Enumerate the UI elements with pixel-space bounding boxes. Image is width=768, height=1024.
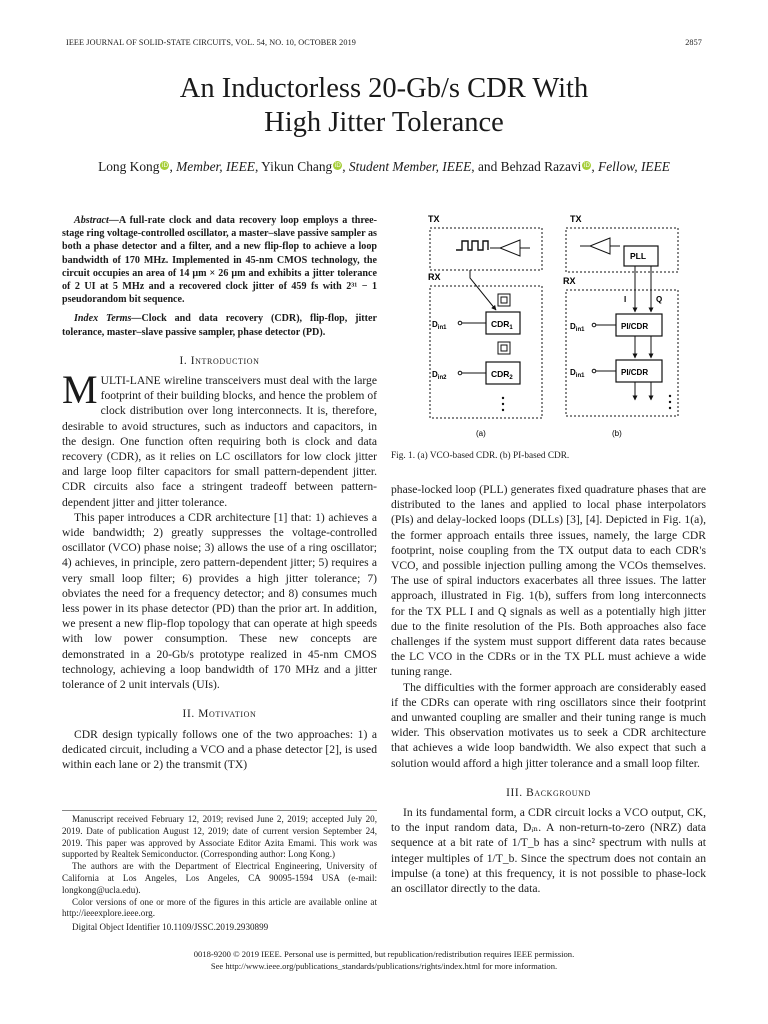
motivation-paragraph-2: The difficulties with the former approach are considerably eased if the CDRs can operate with ring oscillators since their footprint and unwanted coupling are smaller and their tuning range is much wider. This observation motivates us to seek a CDR architecture that achieves a wide loop bandwidth. We also expect that such a solution would afford a high jitter tolerance and a small loop filter. bbox=[391, 680, 706, 770]
paragraph bbox=[62, 367, 377, 510]
footnote-manuscript: Manuscript received February 12, 2019; revised June 2, 2019; accepted July 20, 2019. Date of publication August 12, 2019; date of current version September 24, 2019. This paper was approved by Associate Editor Azita Emami. This work was supported by Realtek Semiconductor. (Corresponding author: Long Kong.) bbox=[62, 814, 377, 860]
drop-cap: M bbox=[62, 367, 98, 413]
ellipsis-dot bbox=[669, 407, 671, 409]
tx-driver-a bbox=[500, 240, 520, 256]
vco-icon bbox=[501, 297, 507, 303]
section-heading-background: III. Background bbox=[506, 786, 591, 799]
motivation-paragraph-continued: phase-locked loop (PLL) generates fixed quadrature phases that are distributed to the lanes and applied to local phase interpolators (PIs) and delay-locked loops (DLLs) [3], [4]. Depicted in Fig. 1(a), the former approach entails three issues, namely, the large CDR footprint, noise coupling from the TX output data to each CDR's VCO, and possible injection pulling among the VCOs themselves. The use of spiral inductors exacerbates all three issues. The latter approach, illustrated in Fig. 1(b), suffers from long interconnects for the TX PLL I and Q signals as well as a potentially high jitter due to the finite resolution of the PIs. Both approaches also face challenges if the system must support different data rates because the LC VCO in the CDRs or in the TX PLL must achieve a wide tuning range. bbox=[391, 483, 706, 679]
author-2-name: Yikun Chang bbox=[261, 159, 333, 174]
vco-icon bbox=[498, 342, 510, 354]
vco-icon bbox=[501, 345, 507, 351]
input-node bbox=[592, 323, 596, 327]
label-a: (a) bbox=[476, 429, 486, 438]
figure-1 bbox=[408, 208, 708, 446]
pll-label: PLL bbox=[630, 251, 647, 261]
ellipsis-dot bbox=[669, 395, 671, 397]
author-1-name: Long Kong bbox=[98, 159, 160, 174]
input-node bbox=[592, 369, 596, 373]
intro-paragraph-1: ULTI-LANE wireline transceivers must deal with the large footprint of their building blocks, and hence the problem of clock distribution over long interconnects. It is, therefore, desirable to avoid structures, such as inductors and capacitors, in the design. One function often requiring both is clock and data recovery (CDR), as it relies on LC oscillators for low clock jitter and large loop filter capacitors for small pattern-dependent jitter. CDR circuits also face a stringent tradeoff between pattern-dependent jitter and jitter tolerance. bbox=[62, 374, 377, 509]
rx-box-b bbox=[566, 290, 678, 416]
orcid-icon[interactable]: iD bbox=[583, 162, 590, 169]
abstract bbox=[62, 214, 377, 306]
label-tx-b: TX bbox=[570, 214, 582, 224]
intro-paragraph-2: This paper introduces a CDR architecture [1] that: 1) achieves a wide bandwidth; 2) greatly suppresses the voltage-controlled oscillator (VCO) phase noise; 3) allows the use of a ring oscillator; 4) achieves, in principle, zero pattern-dependent jitter; 5) requires a very small loop filter; 6) provides a high jitter tolerance; 7) obviates the need for a frequency detector; and 8) consumes much less power in its phase detector (PD) than the prior art. In addition, we present a new flip-flop topology that can operate at high speeds with low power consumption. These new concepts are demonstrated in a 20-Gb/s prototype realized in 45-nm CMOS technology, achieving a loop bandwidth of 170 MHz and a jitter tolerance of 2 unit intervals (UIs). bbox=[62, 510, 377, 692]
din1-label-b2: $D_{in1}$ bbox=[570, 368, 585, 379]
i-label: I bbox=[624, 295, 627, 304]
author-3-role: Fellow, IEEE bbox=[598, 159, 670, 174]
running-head bbox=[66, 38, 702, 52]
figure-1-diagram bbox=[408, 208, 708, 446]
data-waveform bbox=[456, 241, 488, 250]
title-line-2: High Jitter Tolerance bbox=[264, 107, 504, 138]
page-number: 2857 bbox=[685, 38, 702, 47]
orcid-icon[interactable]: iD bbox=[161, 162, 169, 169]
right-column bbox=[391, 482, 706, 896]
cdr2-label: $CDR_2$ bbox=[491, 369, 513, 381]
index-terms bbox=[62, 312, 377, 338]
picdr-label: PI/CDR bbox=[621, 322, 649, 331]
tx-driver-b bbox=[590, 238, 610, 254]
title-line-1: An Inductorless 20-Gb/s CDR With bbox=[179, 73, 589, 104]
section-heading-motivation: II. Motivation bbox=[182, 708, 257, 721]
tx-box-b bbox=[566, 228, 678, 272]
rx-box-a bbox=[430, 286, 542, 418]
din1-label-a: $D_{in1}$ bbox=[432, 320, 447, 331]
ellipsis-dot bbox=[502, 409, 504, 411]
vco-icon bbox=[498, 294, 510, 306]
orcid-icon[interactable]: iD bbox=[334, 162, 341, 169]
doi: Digital Object Identifier 10.1109/JSSC.2019.2930899 bbox=[72, 922, 269, 933]
figure-caption: Fig. 1. (a) VCO-based CDR. (b) PI-based CDR. bbox=[391, 451, 570, 461]
din1-label-b: $D_{in1}$ bbox=[570, 322, 585, 333]
author-2-role: Student Member, IEEE bbox=[348, 159, 472, 174]
ellipsis-dot bbox=[502, 397, 504, 399]
label-b: (b) bbox=[612, 429, 622, 438]
author-3-name: Behzad Razavi bbox=[500, 159, 582, 174]
left-column bbox=[62, 212, 377, 772]
index-terms-text: Clock and data recovery (CDR), flip-flop, jitter tolerance, master–slave passive sampler, phase detector (PD). bbox=[62, 313, 377, 338]
abstract-lead: Abstract— bbox=[74, 215, 119, 226]
footnotes bbox=[62, 810, 377, 934]
input-node bbox=[458, 371, 462, 375]
input-node bbox=[458, 321, 462, 325]
wire bbox=[470, 270, 496, 310]
journal-header: IEEE JOURNAL OF SOLID-STATE CIRCUITS, VOL. 54, NO. 10, OCTOBER 2019 bbox=[66, 38, 356, 47]
picdr-label: PI/CDR bbox=[621, 368, 649, 377]
cdr1-label: $CDR_1$ bbox=[491, 319, 513, 331]
section-heading-introduction: I. Introduction bbox=[179, 354, 260, 367]
background-paragraph-1: In its fundamental form, a CDR circuit locks a VCO output, CK, to the input random data, Dᵢₙ. A non-return-to-zero (NRZ) data sequence at a bit rate of 1/T_b has a sinc² spectrum with nulls at integer multiples of 1/T_b. Since the spectrum does not contain an impulse (a tone) at this frequency, it is not possible to phase-lock an oscillator directly to the data. bbox=[391, 806, 706, 896]
author-1-role: Member, IEEE bbox=[176, 159, 255, 174]
ellipsis-dot bbox=[669, 401, 671, 403]
label-tx-a: TX bbox=[428, 214, 440, 224]
copyright-line-1: 0018-9200 © 2019 IEEE. Personal use is permitted, but republication/redistribution requires IEEE permission. bbox=[193, 949, 575, 959]
index-terms-lead: Index Terms— bbox=[74, 313, 142, 325]
label-rx-b: RX bbox=[563, 276, 576, 286]
din2-label-a: $D_{in2}$ bbox=[432, 370, 447, 381]
q-label: Q bbox=[656, 295, 663, 304]
copyright-line-2: See http://www.ieee.org/publications_standards/publications/rights/index.html for more information. bbox=[210, 961, 558, 971]
paper-title bbox=[66, 72, 702, 140]
author-list: Long Kong iD, Member, IEEE, Yikun Chang iD, Student Member, IEEE, and Behzad Razavi iD, Fellow, IEEE bbox=[98, 159, 670, 174]
label-rx-a: RX bbox=[428, 272, 441, 282]
footnote-affiliation: The authors are with the Department of Electrical Engineering, University of California at Los Angeles, Los Angeles, CA 90095-1594 USA (e-mail: longkong@ucla.edu). bbox=[62, 861, 377, 895]
copyright-notice bbox=[66, 948, 702, 972]
motivation-paragraph-1: CDR design typically follows one of the two approaches: 1) a dedicated circuit, including a VCO and a phase detector [2], is used within each lane or 2) the transmit (TX) bbox=[62, 727, 377, 771]
ellipsis-dot bbox=[502, 403, 504, 405]
tx-box-a bbox=[430, 228, 542, 270]
footnote-color: Color versions of one or more of the figures in this article are available online at http://ieeexplore.ieee.org. bbox=[62, 896, 377, 919]
abstract-text: A full-rate clock and data recovery loop employs a three-stage ring voltage-controlled oscillator, a master–slave passive sampler as both a phase detector and a filter, and a new flip-flop to achieve a loop bandwidth of 170 MHz. Implemented in 45-nm CMOS technology, the circuit occupies an area of 14 μm × 26 μm and exhibits a jitter tolerance of 2 UI at 5 MHz and a recovered clock jitter of 459 fs with 2³¹ − 1 pseudorandom bit sequence. bbox=[62, 215, 377, 306]
